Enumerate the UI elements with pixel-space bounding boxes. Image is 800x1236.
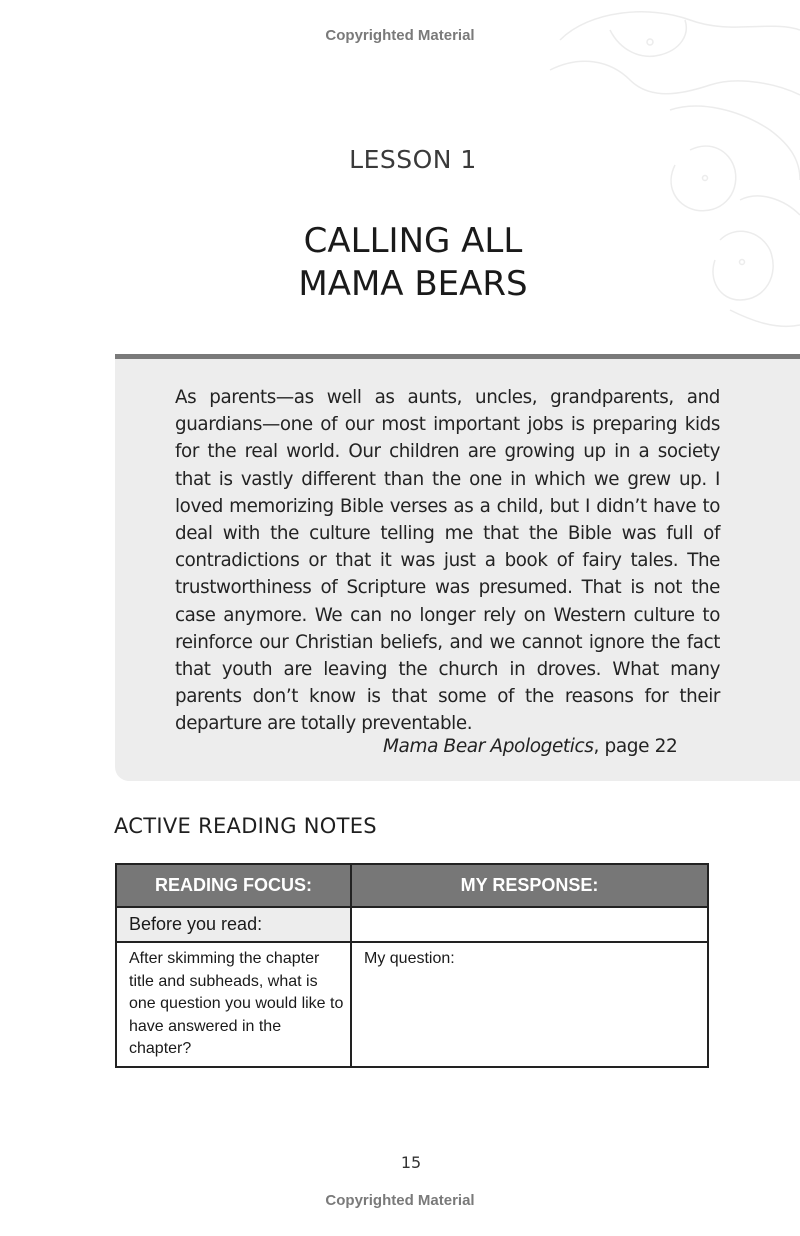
quote-source xyxy=(383,736,677,757)
lesson-title-line-1: CALLING ALL xyxy=(303,221,523,261)
lesson-title xyxy=(0,220,800,306)
response-cell[interactable] xyxy=(351,942,708,1067)
section-label: Before you read: xyxy=(116,907,351,942)
response-label: My question: xyxy=(364,950,455,967)
quote-box xyxy=(115,354,800,781)
copyright-watermark-top: Copyrighted Material xyxy=(325,27,475,44)
quote-text: As parents—as well as aunts, uncles, grandparents, and guardians—one of our most important jobs is preparing kids for the real world. Our children are growing up in a society that is vastly different than the one in which we grew up. I loved memorizing Bible verses as a child, but I didn’t have to deal with the culture telling me that the Bible was full of contradictions or that it was just a book of fairy tales. The trustworthiness of Scripture was presumed. That is not the case anymore. We can no longer rely on Western culture to reinforce our Christian beliefs, and we cannot ignore the fact that youth are leaving the church in droves. What many parents don’t know is that some of the reasons for their departure are totally preventable. xyxy=(175,387,720,735)
column-reading-focus: READING FOCUS: xyxy=(116,864,351,907)
column-my-response: MY RESPONSE: xyxy=(351,864,708,907)
table-header-row xyxy=(116,864,708,907)
copyright-watermark-bottom: Copyrighted Material xyxy=(325,1192,475,1209)
active-reading-notes-heading: ACTIVE READING NOTES xyxy=(114,814,377,838)
section-row xyxy=(116,907,708,942)
bear-illustration xyxy=(480,0,800,360)
lesson-title-line-2: MAMA BEARS xyxy=(298,264,528,304)
reading-notes-table xyxy=(115,863,709,1068)
table-row xyxy=(116,942,708,1067)
quote-source-page: , page 22 xyxy=(593,736,678,757)
lesson-number: LESSON 1 xyxy=(349,145,477,174)
reading-focus-prompt: After skimming the chapter title and subheads, what is one question you would like to have answered in the chapter? xyxy=(116,942,351,1067)
page-number: 15 xyxy=(400,1153,422,1172)
section-empty-cell xyxy=(351,907,708,942)
quote-source-book: Mama Bear Apologetics xyxy=(383,736,594,757)
